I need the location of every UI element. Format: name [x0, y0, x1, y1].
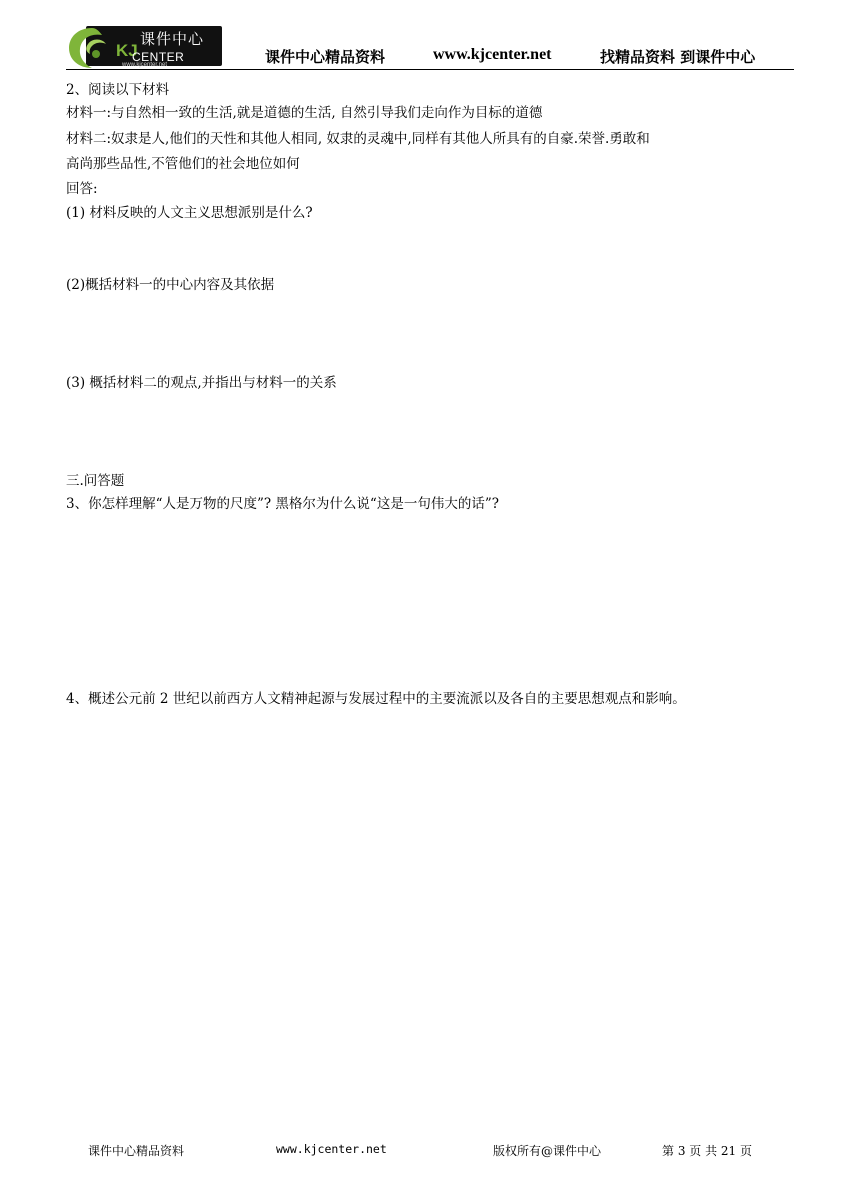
- header-divider: [66, 69, 794, 70]
- material-2-text-line-2: 高尚那些品性,不管他们的社会地位如何: [66, 156, 300, 172]
- logo-name-kj: KJ: [116, 41, 138, 60]
- sub-question-3: (3) 概括材料二的观点,并指出与材料一的关系: [66, 375, 337, 391]
- logo-swirl-icon: [66, 24, 118, 70]
- material-1-text: 材料一:与自然相一致的生活,就是道德的生活, 自然引导我们走向作为目标的道德: [66, 105, 543, 121]
- material-2-text-line-1: 材料二:奴隶是人,他们的天性和其他人相同, 奴隶的灵魂中,同样有其他人所具有的自豪.荣誉.勇敢和: [66, 131, 650, 147]
- logo-name-cn: 课件中心: [140, 30, 205, 48]
- question-2-title: 2、阅读以下材料: [66, 82, 170, 98]
- footer-url-link[interactable]: www.kjcenter.net: [276, 1142, 387, 1156]
- header-url-link[interactable]: www.kjcenter.net: [433, 46, 552, 63]
- section-3-heading: 三.问答题: [66, 473, 125, 489]
- question-3: 3、你怎样理解“人是万物的尺度”? 黑格尔为什么说“这是一句伟大的话”?: [66, 496, 499, 512]
- footer-site-name: 课件中心精品资料: [88, 1144, 185, 1158]
- site-logo: [66, 24, 222, 70]
- answer-label: 回答:: [66, 181, 98, 197]
- footer-page-number: 第 3 页 共 21 页: [662, 1144, 752, 1158]
- sub-question-2: (2)概括材料一的中心内容及其依据: [66, 277, 275, 293]
- footer-copyright: 版权所有@课件中心: [493, 1144, 602, 1158]
- question-4: 4、概述公元前 2 世纪以前西方人文精神起源与发展过程中的主要流派以及各自的主要思想观点和影响。: [66, 691, 686, 707]
- logo-url: www.kjcenter.net: [122, 62, 168, 68]
- logo-name-center: CENTER: [132, 50, 185, 64]
- header-slogan-1: 课件中心精品资料: [265, 48, 386, 66]
- header-slogan-2: 找精品资料 到课件中心: [600, 48, 756, 66]
- sub-question-1: (1) 材料反映的人文主义思想派别是什么?: [66, 205, 313, 221]
